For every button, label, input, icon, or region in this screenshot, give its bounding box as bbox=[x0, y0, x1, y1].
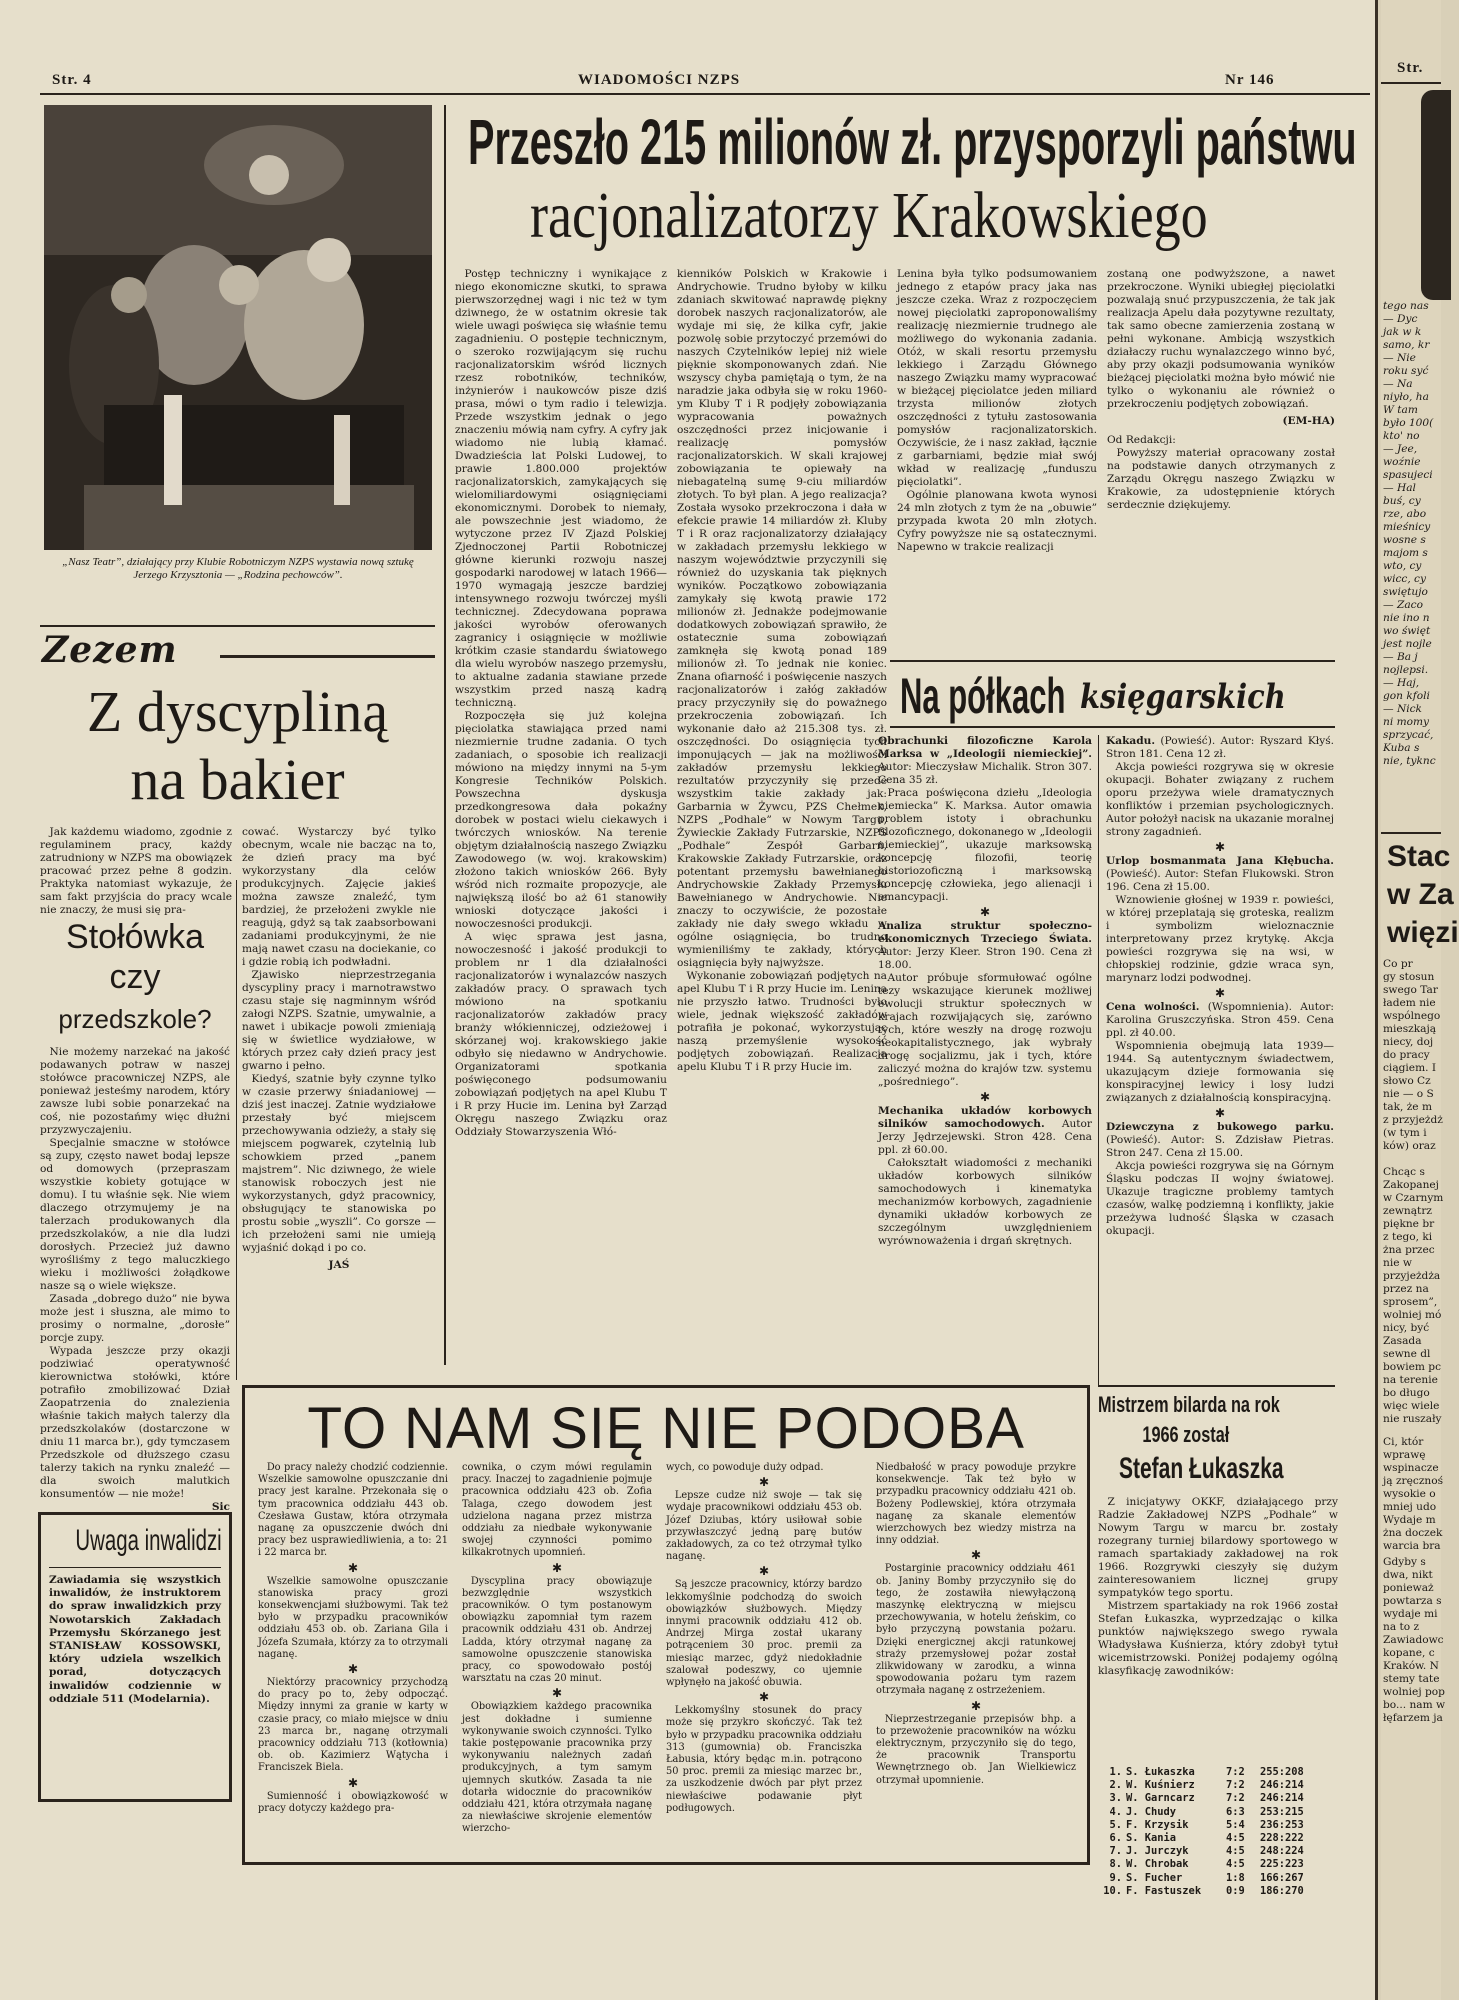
adjacent-line: Kuba s bbox=[1383, 742, 1420, 754]
result-name: S. Kania bbox=[1126, 1832, 1177, 1845]
book-title: Kakadu. bbox=[1106, 735, 1156, 747]
result-rank: 9. bbox=[1109, 1871, 1122, 1884]
lead-column-2 bbox=[677, 268, 887, 1074]
adjacent-line: W tam bbox=[1383, 404, 1418, 416]
book-entry bbox=[1106, 1001, 1334, 1040]
result-row bbox=[1098, 1832, 1338, 1845]
complaint-item: Wszelkie samowolne opuszczanie stanowiska pracy grozi konsekwencjami służbowymi. Tak też było w przypadku pracowników oddziału 453 ob. ob. Zariana Gila i Józefa Szumała, którzy za to otrzymali naganę. bbox=[258, 1575, 448, 1660]
adjacent-line: swego Tar bbox=[1383, 984, 1438, 996]
disabled-notice-title: Uwaga inwalidzi bbox=[75, 1524, 222, 1557]
zezem-title-line2: na bakier bbox=[130, 747, 345, 812]
page-number: Str. 4 bbox=[52, 72, 92, 88]
result-score: 7:2 bbox=[1226, 1779, 1245, 1792]
lead-headline-line1: Przeszło 215 milionów zł. przysporzyli państwu bbox=[468, 106, 1357, 178]
adjacent-line: ładem nie bbox=[1383, 997, 1436, 1009]
book-title: Urlop bosmanmata Jana Kłębucha. bbox=[1106, 855, 1334, 867]
result-name: W. Kuśnierz bbox=[1126, 1779, 1195, 1792]
adjacent-line: dwa, nikt bbox=[1383, 1569, 1433, 1581]
book-meta: (Powieść). Autor: Ryszard Kłyś. Stron 181. Cena 12 zł. bbox=[1106, 735, 1334, 760]
result-points: 246:214 bbox=[1260, 1779, 1304, 1792]
lead-headline-line2: racjonalizatorzy Krakowskiego bbox=[530, 179, 1208, 252]
adjacent-line: Gdyby s bbox=[1383, 1556, 1426, 1568]
adjacent-line: tego nas bbox=[1383, 300, 1429, 312]
book-entry bbox=[878, 920, 1092, 972]
result-score: 4:5 bbox=[1226, 1832, 1245, 1845]
complaint-item: Dyscyplina pracy obowiązuje bezwzględnie wszystkich pracowników. O tym postanowym obowiązku zapomniał tym razem pracownik oddziału 431 ob. Andrzej Ladda, który otrzymał naganę za samowolne opuszczenie stanowiska pracy, co spowodowało postój warsztatu na czas 20 minut. bbox=[462, 1575, 652, 1685]
header-rule bbox=[40, 93, 1370, 95]
lead-column-1 bbox=[455, 268, 667, 1139]
adjacent-line: Zawiadowc bbox=[1383, 1634, 1444, 1646]
adjacent-line: wo święt bbox=[1383, 625, 1431, 637]
adjacent-photo bbox=[1421, 90, 1451, 300]
adjacent-line: wprawę bbox=[1383, 1449, 1426, 1461]
result-rank: 10. bbox=[1103, 1884, 1122, 1897]
result-points: 246:214 bbox=[1260, 1792, 1304, 1805]
adjacent-line: ją zręcznoś bbox=[1383, 1475, 1444, 1487]
adjacent-line: nie w bbox=[1383, 1257, 1412, 1269]
canteen-title-line1: Stołówka bbox=[66, 918, 204, 956]
adjacent-line: w Czarnym bbox=[1383, 1192, 1444, 1204]
book-entry bbox=[878, 1105, 1092, 1157]
lead-paragraph: kienników Polskich w Krakowie i Andrychowie. Trudno byłoby w kilku zdaniach skwitować naprawdę piękny dorobek naszych racjonalizatorów, ale wydaje mi się, że kilka cyfr, jakie pozwolę sobie przytoczyć przemówi do naszych Czytelników lepiej niż wiele pięknie skomponowanych zdań. Nie wszyscy chyba pamiętają o tym, że na naradzie jaka odbyła się w roku 1960-ym Kluby T i R podjęły zobowiązania wypracowania poważnych oszczędności przez inicjowanie i realizację pomysłów racjonalizatorskich. W skali krajowej zobowiązania te opiewały na niebagatelną sumę 9-ciu miliardów złotych. To był plan. A jego realizacja? Została wysoko przekroczona i dała w efekcie prawie 14 miliardów zł. Kluby T i R oraz racjonalizatorzy działający w zakładach przemysłu lekkiego w naszym województwie przyczynili się również do uzyskania tak pięknych wyników. Początkowo zobowiązania zamykały się kwotą prawie 172 milionów zł. Jednakże podejmowanie dodatkowych zobowiązań sprawiło, że ostatecznie suma zobowiązań zamknęła się kwotą ponad 189 milionów zł. To jednak nie koniec. Znana ofiarność i poświęcenie naszych racjonalizatorów i załóg zakładów pracy przyczyniły się do poważnego przekroczenia zobowiązań. Ich wykonanie dało aż 215.308 tys. zł. oszczędności. Do osiągnięcia tych imponujących — jak na możliwości zakładów przemysłu lekkiego rezultatów przyczyniły się przede wszystkim takie zakłady jak: Garbarnia w Żywcu, PZS Chełmek, NZPS „Podhale” w Nowym Targu, Żywieckie Zakłady Futrzarskie, NZPS „Podhale” Zespół Garbarń, Krakowskie Zakłady Futrzarskie, oraz potentant przemysłu bawełnianego Andrychowskie Zakłady Przemysłu Bawełnianego w Andrychowie. Nie znaczy to oczywiście, że pozostałe zakłady nie dały swego wkładu w ogólne osiągnięcia, bo trudno wymieniliśmy te zakłady, których osiągnięcia były najwyższe. bbox=[677, 268, 887, 969]
section-rule bbox=[890, 660, 1335, 662]
books-column-1 bbox=[878, 735, 1092, 1248]
adjacent-line: gon kfoli bbox=[1383, 690, 1430, 702]
lead-paragraph: Rozpoczęła się już kolejna pięciolatka stawiająca przed nami niezmiernie trudne zadania. O tych zadaniach, o sposobie ich realizacji mówiono na między innymi na 5-ym Kongresie Techników Polskich. Powszechna dyskusja przedkongresowa dała pokaźny dorobek w postaci wielu ciekawych i twórczych wniosków. Na terenie objętym działalnością naszego Związku Zawodowego (w. woj. krakowskim) złożono takich wniosków 266. Były wśród nich rozmaite propozycje, ale największą ilość bo aż 61 stanowiły wnioski dotyczące jakości i nowoczesności produkcji. bbox=[455, 710, 667, 930]
canteen-paragraph: Zasada „dobrego dużo” nie bywa może jest i słuszna, ale mimo to prosimy o normalne, „dorosłe” porcje zupy. bbox=[40, 1293, 230, 1344]
result-points: 166:267 bbox=[1260, 1871, 1304, 1884]
adjacent-line: jak w k bbox=[1383, 326, 1422, 338]
adjacent-line: sprzycać, bbox=[1383, 729, 1434, 741]
separator-star-icon: ✱ bbox=[551, 1560, 563, 1575]
adjacent-line: wto, cy bbox=[1383, 560, 1422, 572]
adjacent-line: do pracy bbox=[1383, 1049, 1430, 1061]
result-points: 236:253 bbox=[1260, 1818, 1304, 1831]
zezem-paragraph: Jak każdemu wiadomo, zgodnie z regulaminem pracy, każdy zatrudniony w NZPS ma obowiązek pracować przez pełne 8 godzin. Praktyka natomiast wykazuje, że sam fakt przyjścia do pracy wcale nie znaczy, że musi się pra- bbox=[40, 826, 232, 916]
billiards-heading-line3: Stefan Łukaszka bbox=[1119, 1452, 1284, 1485]
complaints-title: TO NAM SIĘ NIE PODOBA bbox=[307, 1396, 1025, 1461]
adjacent-line: ni momy bbox=[1383, 716, 1430, 728]
separator-star-icon: ✱ bbox=[979, 1090, 991, 1104]
book-meta: Autor: Jerzy Kleer. Stron 190. Cena zł 18.00. bbox=[878, 946, 1092, 971]
result-row bbox=[1098, 1806, 1338, 1819]
separator-star-icon: ✱ bbox=[1214, 986, 1226, 1000]
adjacent-line: — Na bbox=[1383, 378, 1413, 390]
zezem-title-line1: Z dyscypliną bbox=[86, 679, 389, 744]
complaint-item: Niedbałość w pracy powoduje przykre konsekwencje. Tak też było w przypadku pracownicy oddziału 421 ob. Bożeny Podlewskiej, która otrzymała naganę za skanale elementów wierzchowych bez wiedzy mistrza na inny oddział. bbox=[876, 1462, 1076, 1547]
result-name: S. Fucher bbox=[1126, 1871, 1183, 1884]
adjacent-line: spasujeci bbox=[1383, 469, 1433, 481]
adjacent-line: wydaje mi bbox=[1383, 1608, 1438, 1620]
adjacent-line: Zasada bbox=[1383, 1335, 1422, 1347]
section-rule bbox=[40, 625, 435, 627]
result-row bbox=[1098, 1819, 1338, 1832]
adjacent-line: (w tym i bbox=[1383, 1127, 1427, 1139]
adjacent-line: swiętujo bbox=[1383, 586, 1428, 598]
adjacent-line: łęfarzem ja bbox=[1383, 1712, 1443, 1724]
adjacent-line: więc wiele bbox=[1383, 1400, 1440, 1412]
result-points: 253:215 bbox=[1260, 1805, 1304, 1818]
adjacent-heading-1: Stac bbox=[1387, 840, 1451, 873]
newspaper-title: WIADOMOŚCI NZPS bbox=[578, 72, 741, 88]
result-name: S. Łukaszka bbox=[1126, 1766, 1195, 1778]
disabled-notice-body: Zawiadamia się wszystkich inwalidów, że instruktorem do spraw inwalidzkich przy Nowotarskich Zakładach Przemysłu Skórzanego jest STANISŁAW KOSSOWSKI, który udziela wszelkich porad, dotyczących inwalidów codziennie w oddziale 511 (Modelarnia). bbox=[49, 1574, 221, 1705]
result-row bbox=[1098, 1885, 1338, 1898]
theatre-photo-image bbox=[44, 105, 432, 550]
adjacent-line: bo... nam w bbox=[1383, 1699, 1446, 1711]
adjacent-line: wicc, cy bbox=[1383, 573, 1426, 585]
result-rank: 3. bbox=[1109, 1792, 1122, 1805]
adjacent-line: przyjeżdża bbox=[1383, 1270, 1441, 1282]
billiards-heading bbox=[1098, 1390, 1338, 1488]
lead-column-4 bbox=[1107, 268, 1335, 512]
section-rule bbox=[49, 1567, 221, 1568]
billiards-paragraph: Z inicjatywy OKKF, działającego przy Radzie Zakładowej NZPS „Podhale” w Nowym Targu w marcu br. zostały rozegrany turniej bilardowy sportowego w ramach spartakiady zakładowej na rok 1966. Rozgrywki cieszyły się dużym zainteresowaniem licznej grupy sympatyków tego sportu. bbox=[1098, 1496, 1338, 1599]
adjacent-line: Chcąc s bbox=[1383, 1166, 1425, 1178]
adjacent-line: ponieważ bbox=[1383, 1582, 1434, 1594]
result-row bbox=[1098, 1792, 1338, 1805]
adjacent-text-3 bbox=[1383, 1166, 1443, 1426]
canteen-signature: Sic bbox=[211, 1501, 230, 1513]
complaints-column-2 bbox=[462, 1462, 652, 1836]
result-rank: 5. bbox=[1109, 1818, 1122, 1831]
book-description: Praca poświęcona dziełu „Ideologia niemiecka” K. Marksa. Autor omawia problem istoty i obrachunku filozoficznego, dokonanego w „Ideologii niemieckiej”, ukazuje marksowską koncepcję filozofii, teorię historiozoficzną i marksowską koncepcję człowieka, jego alienacji i emancypacji. bbox=[878, 787, 1092, 903]
section-rule bbox=[890, 726, 1335, 728]
adjacent-line: z przyjeżdż bbox=[1383, 1114, 1443, 1126]
lead-paragraph: Lenina była tylko podsumowaniem jednego z etapów pracy jaka nas jeszcze czeka. Wraz z rozpoczęciem nowej pięciolatki zaproponowaliśmy realizację niezmiernie trudnego ale możliwego do wykonania zadania. Otóż, w skali resortu przemysłu lekkiego i Zarządu Głównego naszego Związku mamy wypracować w bieżącej pięciolatce jeden miliard trzysta milionów złotych oszczędności z tytułu zastosowania pomysłów racjonalizatorskich. Oczywiście, że i nasz zakład, łącznie z garbarniami, będzie miał swój wkład w realizację „funduszu pięciolatki”. bbox=[897, 268, 1097, 488]
complaint-item: wych, co powoduje duży odpad. bbox=[666, 1462, 824, 1473]
billiards-results bbox=[1098, 1766, 1338, 1898]
zezem-paragraph: cować. Wystarczy być tylko obecnym, wcale nie bacząc na to, że dzień pracy ma być wykorzystany dla celów produkcyjnych. Zajęcie jakieś można zawsze znaleźć, tym bardziej, że przełożeni zwykle nie reagują, gdyż są tak zaabsorbowani zadaniami produkcyjnymi, że nie mają nawet czasu na dociekanie, co i gdzie robią ich podwładni. bbox=[242, 826, 436, 968]
result-score: 7:2 bbox=[1226, 1766, 1245, 1778]
result-name: J. Chudy bbox=[1126, 1805, 1177, 1818]
adjacent-line: roku syć bbox=[1383, 365, 1429, 377]
adjacent-line: wosne s bbox=[1383, 534, 1426, 546]
adjacent-text-4 bbox=[1383, 1436, 1443, 1553]
zezem-paragraph: Zjawisko nieprzestrzegania dyscypliny pracy i marnotrawstwo czasu staje się nagminnym wśród załogi NZPS. Szatnie, umywalnie, a nawet i ubikacje powoli zmieniają się w świetlice wydziałowe, w których przez cały dzień pracy jest gwarno i pełno. bbox=[242, 969, 436, 1072]
adjacent-line: majom s bbox=[1383, 547, 1428, 559]
books-heading-left: Na półkach bbox=[900, 668, 1066, 724]
adjacent-line: wolniej mó bbox=[1383, 1309, 1442, 1321]
separator-star-icon: ✱ bbox=[347, 1560, 359, 1575]
lead-paragraph: A więc sprawa jest jasna, nowoczesność i jakość produkcji to problem nr 1 dla działalności racjonalizatorów i wynalazców naszych zakładów pracy. O sprawach tych mówiono na spotkaniu racjonalizatorów zakładów pracy branży włókienniczej, odzieżowej i skórzanej woj. krakowskiego jakie odbyło się niedawno w Andrychowie. Organizatorami spotkania poświęconego podsumowaniu zobowiązań podjętych na apel Klubu T i R przy Hucie im. Lenina był Zarząd Okręgu naszego Związku oraz Oddziały Stowarzyszenia Włó- bbox=[455, 931, 667, 1138]
lead-paragraph: zostaną one podwyższone, a nawet przekroczone. Wyniki ubiegłej pięciolatki pozwalają snuć przypuszczenia, że tak jak realizacja Apelu dała pozytywne rezultaty, tak samo obecne zamierzenia zostaną w pełni wykonane. Ambicją wszystkich działaczy ruchu wynalazczego winno być, aby przy okazji podsumowania wyników bieżącej pięciolatki można było mówić nie tylko o wykonaniu ale również o przekroczeniu podjętych zobowiązań. bbox=[1107, 268, 1335, 410]
complaints-column-4 bbox=[876, 1462, 1076, 1787]
book-entry bbox=[1106, 735, 1334, 761]
complaint-item: Do pracy należy chodzić codziennie. Wszelkie samowolne opuszczanie dni pracy jest karalne. Przekonała się o tym pracownica oddziału 443 ob. Czesława Gustaw, która otrzymała naganę za opuszczenie dwóch dni pracy bez usprawiedliwienia, a to: 21 i 22 marca br. bbox=[258, 1462, 448, 1559]
book-description: Autor próbuje sformułować ogólne tezy wskazujące kierunek możliwej ewolucji struktur społecznych w krajach rozwijających się, zarówno tych, które weszły na drogę rozwoju neokapitalistycznego, jak wybrały drogę socjalizmu, jak i tych, które zaliczyć można do krajów tzw. systemu „pośredniego”. bbox=[878, 972, 1092, 1088]
adjacent-line: niecy, doj bbox=[1383, 1036, 1434, 1048]
separator-star-icon: ✱ bbox=[1214, 840, 1226, 854]
photo-caption: „Nasz Teatr”, działający przy Klubie Robotniczym NZPS wystawia nową sztukę Jerzego Krzysztonia — „Rodzina pechowców”. bbox=[62, 556, 414, 581]
complaint-item: Lekkomyślny stosunek do pracy może się przykro skończyć. Tak też było w przypadku pracownika oddziału 313 (gumownia) ob. Franciszka Łabusia, który będąc m.in. potrącono 50 proc. premii za miesiąc marzec br., za uszkodzenie dwóch par płyt przez niewłaściwe podawanie płyt podługowych. bbox=[666, 1705, 862, 1814]
result-rank: 8. bbox=[1109, 1858, 1122, 1871]
result-score: 5:4 bbox=[1226, 1818, 1245, 1831]
result-name: F. Fastuszek bbox=[1126, 1884, 1202, 1897]
separator-star-icon: ✱ bbox=[347, 1662, 359, 1677]
billiards-paragraph: Mistrzem spartakiady na rok 1966 został Stefan Łukaszka, wyprzedzając o kilka punktów największego swego rywala Władysława Kuśnierza, który zdobył tytuł wicemistrzowski. Poniżej podajemy ogólną klasyfikację zawodników: bbox=[1098, 1600, 1338, 1677]
editor-note: Powyższy materiał opracowany został na podstawie danych otrzymanych z Zarządu Okręgu naszego Związku w Krakowie, za udostępnienie których serdecznie dziękujemy. bbox=[1107, 447, 1335, 511]
lead-paragraph: Ogólnie planowana kwota wynosi 24 mln złotych z tym że na „obuwie” przypada kwota 20 mln złotych. Cyfry powyższe nie są ostatecznymi. Napewno w trakcie realizacji bbox=[897, 489, 1097, 553]
separator-star-icon: ✱ bbox=[758, 1690, 770, 1705]
book-title: Obrachunki filozoficzne Karola Marksa w „Ideologii niemieckiej”. bbox=[878, 735, 1092, 760]
adjacent-line: stemy tate bbox=[1383, 1673, 1440, 1685]
book-entry bbox=[878, 735, 1092, 787]
adjacent-text-5 bbox=[1383, 1556, 1446, 1725]
adjacent-line: buś, cy bbox=[1383, 495, 1421, 507]
complaints-column-3 bbox=[666, 1462, 862, 1815]
book-title: Dziewczyna z bukowego parku. bbox=[1106, 1121, 1334, 1133]
result-row bbox=[1098, 1872, 1338, 1885]
adjacent-line: warcia bra bbox=[1383, 1540, 1441, 1552]
book-entry bbox=[1106, 855, 1334, 894]
adjacent-line: niyło, ha bbox=[1383, 391, 1429, 403]
adjacent-line: wolniej pop bbox=[1383, 1686, 1445, 1698]
column-divider bbox=[444, 105, 446, 1365]
billiards-body bbox=[1098, 1496, 1338, 1678]
zezem-kicker: Zezem bbox=[42, 629, 178, 671]
result-row bbox=[1098, 1779, 1338, 1792]
result-score: 1:8 bbox=[1226, 1871, 1245, 1884]
result-name: W. Garncarz bbox=[1126, 1792, 1195, 1805]
result-row bbox=[1098, 1766, 1338, 1779]
separator-star-icon: ✱ bbox=[970, 1698, 982, 1713]
books-heading-script-wrap bbox=[1080, 674, 1340, 724]
adjacent-page-header: Str. bbox=[1397, 60, 1424, 76]
lead-paragraph: Wykonanie zobowiązań podjętych na apel Klubu T i R przy Hucie im. Lenina nie przyszło łatwo. Trudności było wiele, jednak większość zakładów potrafiła je pokonać, wykorzystując naszą przemyślenie wysokość podjętych zobowiązań. Realizacja apelu Klubu T i R przy Hucie im. bbox=[677, 970, 887, 1073]
separator-star-icon: ✱ bbox=[1214, 1106, 1226, 1120]
adjacent-line: samo, kr bbox=[1383, 339, 1430, 351]
adjacent-line: nie, tyknc bbox=[1383, 755, 1436, 767]
result-points: 248:224 bbox=[1260, 1845, 1304, 1858]
adjacent-heading-3: więzi bbox=[1387, 916, 1459, 949]
adjacent-line: nie ruszały bbox=[1383, 1413, 1442, 1425]
canteen-title-line3: przedszkole? bbox=[58, 1004, 212, 1034]
adjacent-line: mieszkają bbox=[1383, 1023, 1437, 1035]
adjacent-line: Ci, któr bbox=[1383, 1436, 1424, 1448]
canteen-title-line2: czy bbox=[109, 958, 161, 996]
result-rank: 6. bbox=[1109, 1832, 1122, 1845]
separator-star-icon: ✱ bbox=[758, 1475, 770, 1490]
adjacent-line: — Hal bbox=[1383, 482, 1416, 494]
adjacent-line: — Dyc bbox=[1383, 313, 1418, 325]
result-score: 4:5 bbox=[1226, 1845, 1245, 1858]
adjacent-line: kopane, c bbox=[1383, 1647, 1435, 1659]
complaint-item: Są jeszcze pracownicy, którzy bardzo lekkomyślnie podchodzą do swoich obowiązków służbowych. Między innymi pracownik oddziału 412 ob. Andrzej Mirga został ukarany potrąceniem 30 proc. premii za miesiąc marzec, gdyż niedokładnie szalował podeszwy, co ujemnie wpłynęło na jakość obuwia. bbox=[666, 1579, 862, 1689]
book-description: Akcja powieści rozgrywa się w okresie okupacji. Bohater związany z ruchem oporu przeżywa wiele dramatycznych konfliktów i przemian psychologicznych. Autor położył nacisk na ukazanie moralnej strony zagadnień. bbox=[1106, 761, 1334, 838]
adjacent-heading-2: w Za bbox=[1387, 878, 1454, 911]
books-heading-right: księgarskich bbox=[1080, 677, 1286, 717]
separator-star-icon: ✱ bbox=[979, 905, 991, 919]
separator-star-icon: ✱ bbox=[347, 1775, 359, 1790]
adjacent-line: nie — o S bbox=[1383, 1088, 1434, 1100]
disabled-notice-box bbox=[38, 1512, 232, 1802]
adjacent-line: piękne br bbox=[1383, 1218, 1435, 1230]
book-description: Wznowienie głośnej w 1939 r. powieści, w której przeplatają się groteska, realizm i symbolizm wieloznacznie interpretowany przez krytykę. Akcja powieści rozgrywa się na wsi, w chłopskiej rodzinie, gdzie wraca syn, marynarz lodzi podwodnej. bbox=[1106, 894, 1334, 984]
result-score: 7:2 bbox=[1226, 1792, 1245, 1805]
book-title: Analiza struktur społeczno-ekonomicznych Trzeciego Świata. bbox=[878, 920, 1092, 945]
adjacent-line: ciągiem. I bbox=[1383, 1062, 1437, 1074]
lead-paragraph: Postęp techniczny i wynikające z niego ekonomiczne skutki, to sprawa pierwszorzędnej wagi i nic też w tym dziwnego, że w ostatnim okresie tak wiele uwagi poświęca się właśnie temu zagadnieniu. O postępie technicznym, o szeroko rozwijającym się ruchu racjonalizatorskim wśród licznych rzesz robotników, techników, inżynierów i naukowców pisze dziś prasa, mówi o tym radio i telewizja. Przede wszystkim jednak o jego znaczeniu mówią nam cyfry. A cyfry jak wiadomo nie lubią kłamać. Dwadzieścia lat Polski Ludowej, to prawie 1.800.000 projektów racjonalizatorskich, zamykających się wielomiliardowymi osiągnięciami ekonomicznymi. Dorobek to niemały, ale powszechnie jest wiadomo, że wytyczone przez IV Zjazd Polskiej Zjednoczonej Partii Robotniczej główne kierunki rozwoju naszej gospodarki narodowej w latach 1966—1970 wymagają jeszcze bardziej intensywnego rozwoju twórczej myśli technicznej. Zdecydowana poprawa jakości wyrobów oferowanych zagranicy i osiągnięcie w możliwie krótkim czasie standardu światowego dla wielu wyrobów naszego przemysłu, to aktualne zadania stawiane przede wszystkim przed naszą kadrą techniczną. bbox=[455, 268, 667, 709]
adjacent-line: było 100( bbox=[1383, 417, 1434, 429]
adjacent-line: — Haj, bbox=[1383, 677, 1420, 689]
adjacent-line: na terenie bbox=[1383, 1374, 1438, 1386]
adjacent-line: tak, że m bbox=[1383, 1101, 1432, 1113]
adjacent-line: — Jee, bbox=[1383, 443, 1418, 455]
section-rule bbox=[220, 655, 435, 658]
result-rank: 1. bbox=[1109, 1766, 1122, 1778]
editor-note-head: Od Redakcji: bbox=[1107, 434, 1176, 446]
adjacent-text-1 bbox=[1383, 300, 1443, 768]
adjacent-line: kto' no bbox=[1383, 430, 1420, 442]
result-name: J. Jurczyk bbox=[1126, 1845, 1189, 1858]
zezem-kicker-wrap bbox=[42, 630, 262, 672]
column-divider bbox=[236, 880, 237, 1380]
result-rank: 4. bbox=[1109, 1805, 1122, 1818]
separator-star-icon: ✱ bbox=[551, 1686, 563, 1701]
section-rule bbox=[1381, 832, 1441, 834]
adjacent-line: zewnątrz bbox=[1383, 1205, 1432, 1217]
adjacent-line: mieśnicy bbox=[1383, 521, 1431, 533]
adjacent-line: wspólnego bbox=[1383, 1010, 1441, 1022]
adjacent-line: sprosem”, bbox=[1383, 1296, 1438, 1308]
adjacent-line: bo długo bbox=[1383, 1387, 1430, 1399]
result-points: 255:208 bbox=[1260, 1766, 1304, 1778]
adjacent-line: woźnie bbox=[1383, 456, 1421, 468]
book-meta: Autor Jerzy Jędrzejewski. Stron 428. Cena ppl. zł 60.00. bbox=[878, 1118, 1092, 1156]
adjacent-line: — Zaco bbox=[1383, 599, 1423, 611]
adjacent-line: nicy, być bbox=[1383, 1322, 1430, 1334]
adjacent-line: Co pr bbox=[1383, 958, 1413, 970]
adjacent-line: wspinacze bbox=[1383, 1462, 1439, 1474]
adjacent-line: żna doczek bbox=[1383, 1527, 1443, 1539]
result-rank: 2. bbox=[1109, 1779, 1122, 1792]
result-points: 228:222 bbox=[1260, 1832, 1304, 1845]
adjacent-line: — Ba j bbox=[1383, 651, 1418, 663]
book-meta: (Powieść). Autor: Stefan Flukowski. Stron 196. Cena zł 15.00. bbox=[1106, 868, 1334, 893]
result-name: F. Krzysik bbox=[1126, 1818, 1189, 1831]
complaint-item: Niektórzy pracownicy przychodzą do pracy po to, żeby odpocząć. Między innymi za granie w karty w czasie pracy, co miało miejsce w dniu 23 marca br., naganę otrzymali pracownicy oddziału 713 (kotłownia) ob. ob. Kazimierz Wątycha i Franciszek Biela. bbox=[258, 1677, 448, 1774]
column-divider bbox=[1098, 735, 1099, 1385]
book-description: Akcja powieści rozgrywa się na Górnym Śląsku podczas II wojny światowej. Ukazuje tragiczne problemy tamtych czasów, walkę podziemną i konflikty, jakie przeżywa ludność Śląska w czasach okupacji. bbox=[1106, 1160, 1334, 1237]
book-meta: Autor: Mieczysław Michalik. Stron 307. Cena 35 zł. bbox=[878, 761, 1092, 786]
books-column-2 bbox=[1106, 735, 1334, 1238]
complaints-column-1 bbox=[258, 1462, 448, 1815]
book-meta: (Powieść). Autor: S. Zdzisław Pietras. Stron 247. Cena zł 15.00. bbox=[1106, 1134, 1334, 1159]
canteen-paragraph: Wypada jeszcze przy okazji podziwiać operatywność kierownictwa stołówki, które potrafiło zmobilizować Dział Zaopatrzenia do znalezienia właśnie takich małych talerzy dla przedszkolaków (dostarczone w dniu 11 marca br.), gdy tymczasem Przedszkole od dłuższego czasu talerzy takich na rynku znaleźć — dla swoich malutkich konsumentów — nie może! bbox=[40, 1345, 230, 1500]
lead-column-3 bbox=[897, 268, 1097, 554]
billiards-heading-line1: Mistrzem bilarda na rok bbox=[1098, 1392, 1280, 1417]
adjacent-line: powtarza s bbox=[1383, 1595, 1442, 1607]
adjacent-line: — Nick bbox=[1383, 703, 1422, 715]
zezem-signature: JAŚ bbox=[328, 1259, 350, 1271]
adjacent-line: mniej udo bbox=[1383, 1501, 1437, 1513]
section-rule bbox=[1381, 82, 1441, 84]
canteen-body bbox=[40, 1046, 230, 1514]
adjacent-page-strip bbox=[1381, 0, 1459, 2000]
zezem-paragraph: Kiedyś, szatnie były czynne tylko w czasie przerwy śniadaniowej — dziś jest inaczej. Zatnie wydziałowe przestały być miejscem przechowywania odzieży, a stały się miejscem pogwarek, czytelnią lub schowkiem przed „panem majstrem”. Nic dziwnego, że wiele stanowisk roboczych jest nie wykorzystanych, gdyż pracownicy, obsługujący te stanowiska po prostu sobie „wyszli”. Co gorsze — ich przełożeni sami nie umieją wyjaśnić dokąd i po co. bbox=[242, 1073, 436, 1254]
adjacent-line: Kraków. N bbox=[1383, 1660, 1439, 1672]
result-score: 0:9 bbox=[1226, 1884, 1245, 1897]
separator-star-icon: ✱ bbox=[758, 1564, 770, 1579]
result-points: 186:270 bbox=[1260, 1884, 1304, 1897]
adjacent-line: ków) oraz bbox=[1383, 1140, 1436, 1152]
zezem-column-1 bbox=[40, 826, 232, 917]
book-title: Cena wolności. bbox=[1106, 1001, 1200, 1013]
adjacent-line: nie ino n bbox=[1383, 612, 1430, 624]
adjacent-line: Wydaje m bbox=[1383, 1514, 1436, 1526]
result-score: 4:5 bbox=[1226, 1858, 1245, 1871]
result-points: 225:223 bbox=[1260, 1858, 1304, 1871]
adjacent-line: wysokie o bbox=[1383, 1488, 1436, 1500]
billiards-heading-line2: 1966 został bbox=[1142, 1422, 1230, 1447]
book-description: Wspomnienia obejmują lata 1939—1944. Są autentycznym świadectwem, ukazującym dzieje formowania się konspiracyjnej lewicy i losy ludzi związanych z działalnością konspiracyjną. bbox=[1106, 1040, 1334, 1104]
adjacent-line: z tego, ki bbox=[1383, 1231, 1433, 1243]
complaint-item: Nieprzestrzeganie przepisów bhp. a to przewożenie pracowników na wózku elektrycznym, przyczyniło się do tego, że pracownik Transportu Wewnętrznego ob. Jan Wielkiewicz otrzymał upomnienie. bbox=[876, 1713, 1076, 1786]
book-meta: (Wspomnienia). Autor: Karolina Gruszczyńska. Stron 459. Cena ppl. zł 40.00. bbox=[1106, 1001, 1334, 1039]
complaint-item: Postarginie pracownicy oddziału 461 ob. Janiny Bomby przyczyniło się do tego, że zostawiła niewyłączoną maszynkę elektryczną w miejscu przechowywania, w hotelu żeńskim, co było przyczyną powstania pożaru. Dzięki energicznej akcji ratunkowej straży przemysłowej pożar został zlikwidowany w zarodku, a winna spowodowania pożaru tym razem otrzymała naganę z ostrzeżeniem. bbox=[876, 1563, 1076, 1697]
adjacent-line: żna przec bbox=[1383, 1244, 1435, 1256]
result-row bbox=[1098, 1845, 1338, 1858]
canteen-paragraph: Specjalnie smaczne w stołówce są zupy, często nawet bodaj lepsze od domowych (przepraszam wszystkie kobiety gotujące w domu). I tu właśnie sęk. Nie wiem dlaczego otrzymujemy je na talerzach produkowanych dla przedszkolaków, a nie dla ludzi dorosłych. Przecież już dawno wyrośliśmy z tego maluczkiego wieku i możliwości żołądkowe nasze są o wiele większe. bbox=[40, 1137, 230, 1292]
book-title: Mechanika układów korbowych silników samochodowych. bbox=[878, 1105, 1092, 1130]
adjacent-line: rze, abo bbox=[1383, 508, 1427, 520]
adjacent-line: na to z bbox=[1383, 1621, 1420, 1633]
adjacent-line: jest nojle bbox=[1383, 638, 1432, 650]
complaint-item: Lepsze cudze niż swoje — tak się wydaje pracownikowi oddziału 453 ob. Józef Dziubas, który usiłował sobie przywłaszczyć jedną parę butów zakładowych, za co też otrzymał tylko naganę. bbox=[666, 1490, 862, 1563]
disabled-notice-title-wrap bbox=[41, 1521, 229, 1565]
canteen-paragraph: Nie możemy narzekać na jakość podawanych potraw w naszej stołówce pracowniczej NZPS, ale ponieważ jesteśmy narodem, który zawsze lubi sobie ponarzekać na coś, nie pozostańmy więc dłużni przyzwyczajeniu. bbox=[40, 1046, 230, 1136]
lead-headline-line1-wrap bbox=[468, 106, 1357, 178]
zezem-column-2 bbox=[242, 826, 436, 1272]
issue-number: Nr 146 bbox=[1225, 72, 1275, 88]
complaint-item: cownika, o czym mówi regulamin pracy. Inaczej to zagadnienie pojmuje pracownica oddziału 423 ob. Zofia Talaga, czego dowodem jest udzielona nagana przez mistrza oddziału za niedbałe wykonywanie swojej czynności pomimo kilkakrotnych upomnień. bbox=[462, 1462, 652, 1559]
result-rank: 7. bbox=[1109, 1845, 1122, 1858]
adjacent-line: Zakopanej bbox=[1383, 1179, 1439, 1191]
theatre-photo bbox=[44, 105, 432, 550]
adjacent-line: nojlepsi. bbox=[1383, 664, 1429, 676]
book-description: Całokształt wiadomości z mechaniki układów korbowych silników samochodowych i kinematyka mechanizmów korbowych, zagadnienie dynamiki układów korbowych ze szczególnym uwzględnieniem wyrównoważenia i drgań skrętnych. bbox=[878, 1157, 1092, 1247]
adjacent-line: bowiem pc bbox=[1383, 1361, 1442, 1373]
lead-headline-line2-wrap bbox=[530, 180, 1350, 260]
section-rule bbox=[1098, 1385, 1335, 1387]
result-row bbox=[1098, 1858, 1338, 1871]
result-name: W. Chrobak bbox=[1126, 1858, 1189, 1871]
complaint-item: Sumienność i obowiązkowość w pracy dotyczy każdego pra- bbox=[258, 1790, 448, 1814]
adjacent-line: gy stosun bbox=[1383, 971, 1435, 983]
complaints-title-wrap bbox=[245, 1396, 1087, 1466]
lead-signature: (EM-HA) bbox=[1282, 415, 1335, 427]
adjacent-line: sewne dl bbox=[1383, 1348, 1431, 1360]
adjacent-text-2 bbox=[1383, 958, 1443, 1153]
adjacent-line: słowo Cz bbox=[1383, 1075, 1431, 1087]
result-score: 6:3 bbox=[1226, 1805, 1245, 1818]
separator-star-icon: ✱ bbox=[970, 1548, 982, 1563]
complaint-item: Obowiązkiem każdego pracownika jest dokładne i sumienne wykonywanie swoich czynności. Tylko takie postępowanie pracownika przy wykonywaniu należnych zadań produkcyjnych, a tym samym ujemnych skutków. Zasada ta nie dotarła widocznie do pracowników oddziału 421, która otrzymała naganę za niewłaściwe skrojenie elementów wierzcho- bbox=[462, 1701, 652, 1835]
adjacent-line: — Nie bbox=[1383, 352, 1416, 364]
adjacent-line: przez na bbox=[1383, 1283, 1429, 1295]
book-entry bbox=[1106, 1121, 1334, 1160]
